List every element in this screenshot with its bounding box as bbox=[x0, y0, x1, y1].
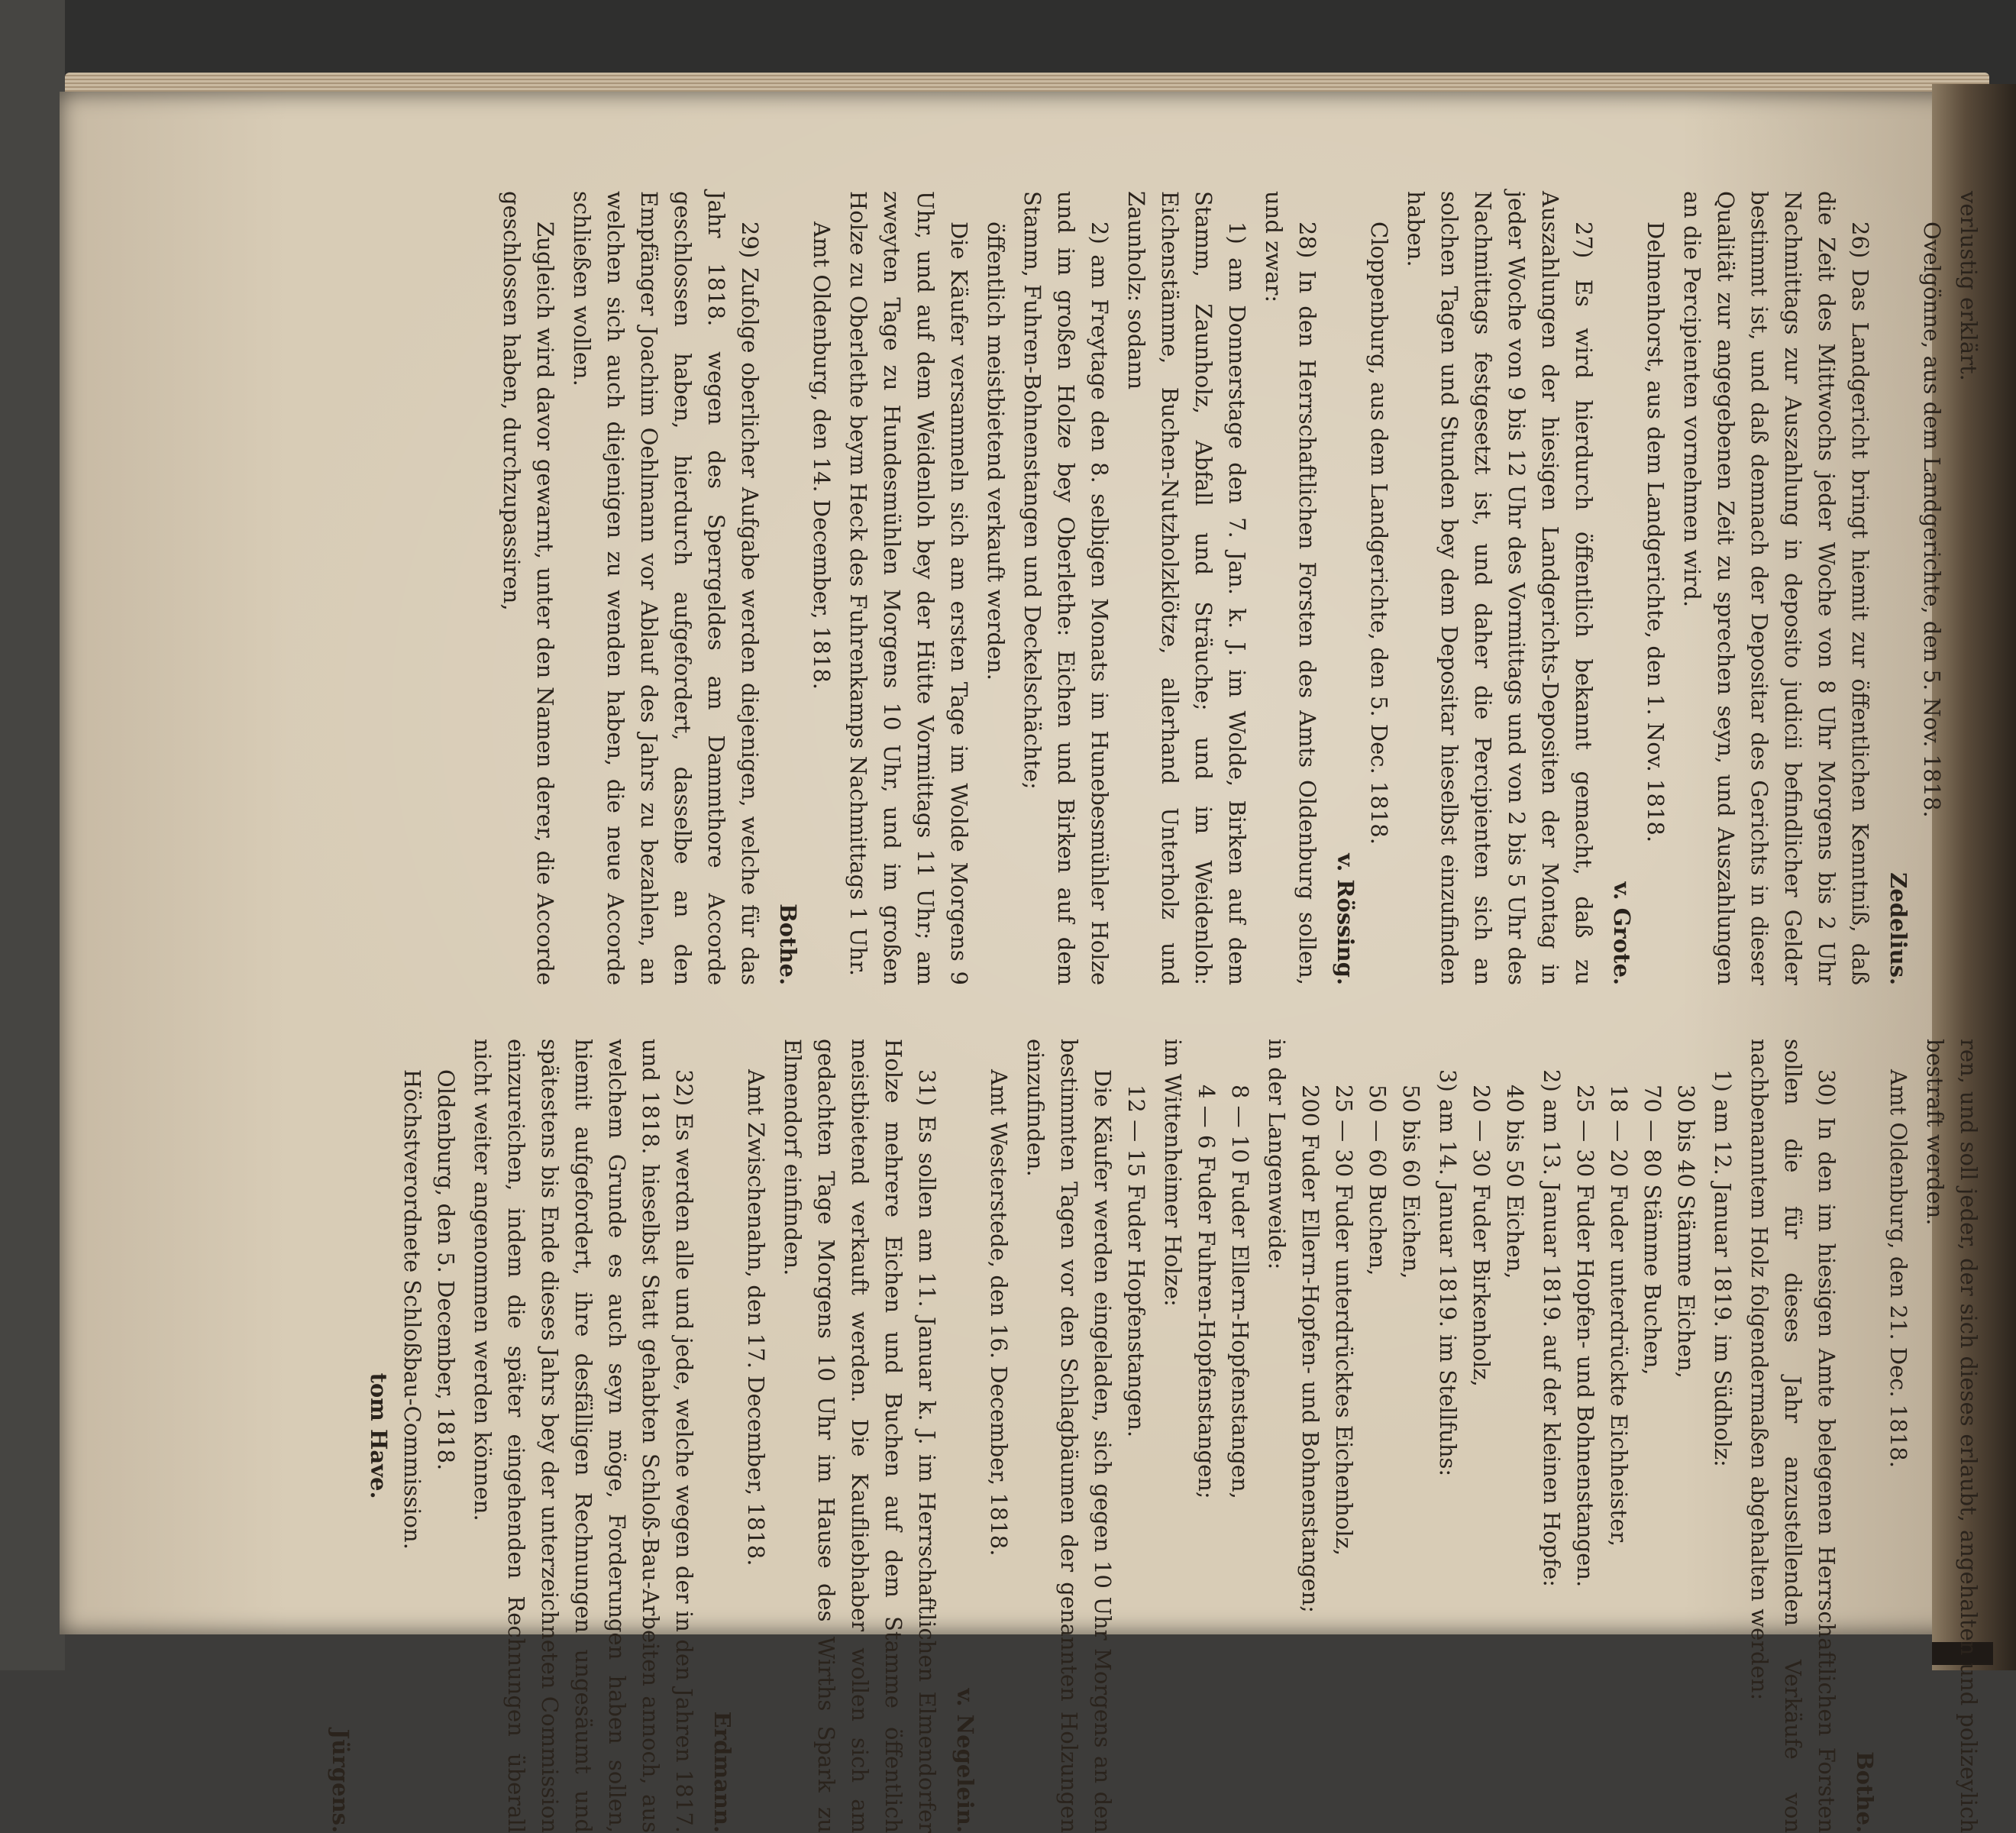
notice-32: 32) Es werden alle und jede, welche wegen der in den Jahren 1817. und 1818. hieselbst Statt gehabten Schloß-Bau-Arbeiten annoch, aus welchem Grunde es auch seyn möge, Forderungen haben sollen, hiemit aufgefordert, ihre desfälligen Rechnungen ungesäumt und spätestens bis Ende dieses Jahrs bey der unterzeichneten Commission einzureichen, indem die später eingehenden Rechnungen überall nicht weiter angenommen werden können. bbox=[470, 1039, 697, 1833]
notice-26: 26) Das Landgericht bringt hiemit zur öffentlichen Kenntniß, daß die Zeit des Mittwochs jeder Woche von 8 Uhr Morgens bis 2 Uhr Nachmittags zur Auszahlung in deposito judicii befindlicher Gelder bestimmt ist, und daß demnach der Depositar des Gerichts in dieser Qualität zur angegebenen Zeit zu sprechen seyn, und Auszahlungen an die Percipienten vornehmen wird. bbox=[1679, 191, 1873, 985]
text-paragraph: ren, und soll jeder, der sich dieses erlaubt, angehalten und polizeylich bestraft werden. bbox=[1922, 1039, 1982, 1833]
list-heading: in der Langenweide: bbox=[1264, 1039, 1290, 1270]
place-date-line: Amt Westerstede, den 16. December, 1818. bbox=[986, 1069, 1012, 1557]
list-item: 4 — 6 Fuder Fuhren-Hopfenstangen; bbox=[1194, 1085, 1220, 1499]
signature: Bothe. bbox=[775, 904, 801, 985]
left-column bbox=[290, 191, 1985, 985]
signature: v. Rössing. bbox=[1333, 853, 1359, 985]
place-date-line: Ovelgönne, aus dem Landgerichte, den 5. Nov. 1818. bbox=[1919, 221, 1945, 818]
list-item: 50 bis 60 Eichen, bbox=[1398, 1085, 1424, 1279]
list-heading: 2) am 13. Januar 1819. auf der kleinen Hopfe: bbox=[1539, 1069, 1565, 1587]
notice-28: 28) In den Herrschaftlichen Forsten des Amts Oldenburg sollen, und zwar: bbox=[1261, 191, 1320, 985]
text-paragraph: Die Käufer versammeln sich am ersten Tage im Wolde Morgens 9 Uhr, und auf dem Weidenloh bey der Hütte Vormittags 11 Uhr; am zweyten Tage zu Hundesmühlen Morgens 10 Uhr, und im großen Holze zu Oberlethe beym Heck des Fuhrenkamps Nachmittags 1 Uhr. bbox=[845, 191, 972, 985]
list-item: 8 — 10 Fuder Ellern-Hopfenstangen, bbox=[1227, 1085, 1253, 1499]
text-paragraph: Zugleich wird davor gewarnt, unter den Namen derer, die Accorde geschlossen haben, durchzupassiren, bbox=[499, 191, 558, 985]
list-item: 30 bis 40 Stämme Eichen, bbox=[1673, 1085, 1699, 1379]
notice-30: 30) In den im hiesigen Amte belegenen Herrschaftlichen Forsten sollen die für dieses Jahr anzustellenden Verkäufe von nachbenanntem Holz folgendermaßen abgehalten werden: bbox=[1746, 1039, 1840, 1833]
signature: Jürgens. bbox=[328, 1728, 354, 1833]
place-date-line: Amt Oldenburg, den 21. Dec. 1818. bbox=[1885, 1069, 1911, 1468]
list-item: 20 — 30 Fuder Birkenholz, bbox=[1468, 1085, 1494, 1387]
signature: v. Grote. bbox=[1609, 881, 1635, 985]
notice-29: 29) Zufolge oberlicher Aufgabe werden diejenigen, welche für das Jahr 1818. wegen des Sperrgeldes am Dammthore Accorde geschlossen haben, hierdurch aufgefordert, dasselbe an den Empfänger Joachim Oehlmann vor Ablauf des Jahrs zu bezahlen, an welchen sich auch diejenigen zu wenden haben, die neue Accorde schließen wollen. bbox=[569, 191, 763, 985]
list-item: 18 — 20 Fuder unterdrückte Eichheister, bbox=[1606, 1085, 1632, 1547]
list-item: 12 — 15 Fuder Hopfenstangen. bbox=[1123, 1085, 1149, 1438]
notice-27: 27) Es wird hierdurch öffentlich bekannt gemacht, daß zu Auszahlungen der hiesigen Landgerichts-Depositen der Montag in jeder Woche von 9 bis 12 Uhr des Vormittags und von 2 bis 5 Uhr des Nachmittags festgesetzt ist, und daher die Percipienten sich an solchen Tagen und Stunden bey dem Depositar hieselbst einzufinden haben. bbox=[1403, 191, 1597, 985]
commission-name: Höchstverordnete Schloßbau-Commission. bbox=[399, 1069, 425, 1550]
text-paragraph: Die Käufer werden eingeladen, sich gegen 10 Uhr Morgens an den bestimmten Tagen vor den Schlagbäumen der genannten Holzungen einzufinden. bbox=[1023, 1039, 1116, 1833]
place-date-line: Cloppenburg, aus dem Landgerichte, den 5. Dec. 1818. bbox=[1366, 221, 1392, 845]
notice-28-item-2: 2) am Freytage den 8. selbigen Monats im Hunebesmühler Holze und im großen Holze bey Oberlethe: Eichen und Birken auf dem Stamm, Fuhren-Bohnenstangen und Deckelschächte; bbox=[1019, 191, 1113, 985]
list-item: 25 — 30 Fuder unterdrücktes Eichenholz, bbox=[1331, 1085, 1357, 1557]
signature: Erdmann. bbox=[709, 1711, 735, 1833]
notice-28-item-1: 1) am Donnerstage den 7. Jan. k. J. im Wolde, Birken auf dem Stamm, Zaunholz, Abfall und Sträuche; und im Weidenloh: Eichenstämme, Buchen-Nutzholzklötze, allerhand Unterholz und Zaunholz: sodann bbox=[1123, 191, 1250, 985]
place-date-line: Delmenhorst, aus dem Landgerichte, den 1. Nov. 1818. bbox=[1643, 221, 1669, 843]
list-heading: 3) am 14. Januar 1819. im Stellfuhs: bbox=[1435, 1069, 1461, 1477]
notice-31: 31) Es sollen am 11. Januar k. J. im Herrschaftlichen Elmendorfer Holze mehrere Eichen und Buchen auf dem Stamme öffentlich meistbietend verkauft werden. Die Kaufliebhaber wollen sich am gedachten Tage Morgens 10 Uhr im Hause des Wirths Spark zu Elmendorf einfinden. bbox=[780, 1039, 940, 1833]
list-heading: 1) am 12. Januar 1819. im Südholz: bbox=[1710, 1069, 1736, 1467]
text-paragraph: öffentlich meistbietend verkauft werden. bbox=[983, 221, 1009, 681]
place-date-line: Oldenburg, den 5. December, 1818. bbox=[433, 1069, 459, 1471]
place-date-line: Amt Zwischenahn, den 17. December, 1818. bbox=[743, 1069, 769, 1566]
signature: v. Negelein. bbox=[952, 1688, 978, 1833]
right-column bbox=[290, 1039, 1985, 1833]
list-item: 25 — 30 Fuder Hopfen- und Bohnenstangen. bbox=[1572, 1085, 1598, 1588]
rotated-text-block bbox=[290, 191, 1985, 1833]
signature: Zedelius. bbox=[1885, 872, 1911, 985]
signature: Bothe. bbox=[1852, 1751, 1878, 1833]
place-date-line: Amt Oldenburg, den 14. December, 1818. bbox=[809, 221, 835, 690]
list-item: 200 Fuder Ellern-Hopfen- und Bohnenstangen; bbox=[1297, 1085, 1323, 1614]
signature: tom Have. bbox=[366, 1372, 392, 1499]
list-heading: im Wittenheimer Holze: bbox=[1160, 1039, 1186, 1307]
scanner-backdrop-left bbox=[0, 0, 65, 1670]
text-paragraph: verlustig erklärt. bbox=[1956, 191, 1982, 381]
scanner-backdrop-top bbox=[0, 0, 2016, 84]
list-item: 70 — 80 Stämme Buchen, bbox=[1640, 1085, 1665, 1376]
list-item: 40 bis 50 Eichen, bbox=[1502, 1085, 1528, 1279]
list-item: 50 — 60 Buchen, bbox=[1365, 1085, 1391, 1276]
